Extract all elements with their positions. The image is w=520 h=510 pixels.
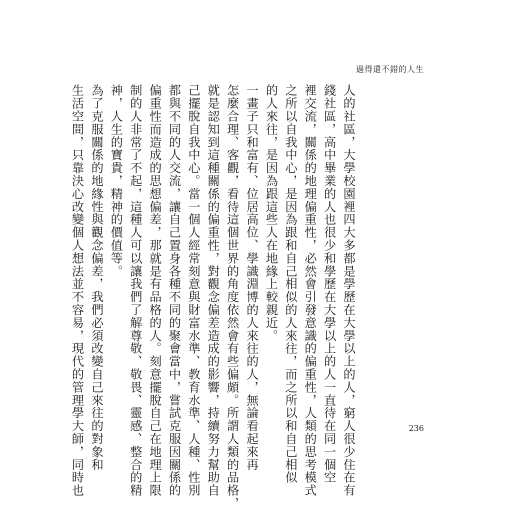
text-column: 錢社區，高中畢業的人也很少和學歷在大學以上的人一直待在同一個空 <box>322 84 337 484</box>
page-number: 236 <box>408 424 424 433</box>
text-column: 制的人非常了不起，這種人可以讓我們了解尊敬、敬畏、靈感、整合的精 <box>128 84 143 497</box>
text-column: 生活空間，只靠決心改變個人想法並不容易，現代的管理學大師，同時也 <box>70 84 85 497</box>
vertical-text-block <box>70 84 358 510</box>
text-column: 為了克服關係的地緣性與觀念偏差，我們必須改變自己來往的對象和 <box>89 84 104 471</box>
text-column: 就是認知到這種關係的偏重性，對觀念偏差造成的影響，持續努力幫助自 <box>206 84 221 497</box>
text-column: 己擺脫自我中心。當一個人經常刻意與財富水準、教育水準、人種、性別 <box>186 84 201 497</box>
text-column: 都與不同的人交流，讓自己置身各種不同的聚會當中，嘗試克服因關係的 <box>167 84 182 497</box>
text-column: 神，人生的寶貴，精神的價值等。 <box>109 84 124 278</box>
text-column: 之所以自我中心，是因為跟和自己相似的人來往，而之所以和自己相似 <box>283 84 298 484</box>
text-column: 裡交流，關係的地理偏重性，必然會引發意識的偏重性，人類的思考模式 <box>303 84 318 497</box>
text-column: 人的社區，大學校園裡四大多都是學歷在大學以上的人，窮人很少住在有 <box>342 84 356 497</box>
text-column: 的人來往，是因為跟這些人在地緣上較親近。 <box>264 84 279 342</box>
running-header: 過得還不錯的人生 <box>356 65 424 74</box>
text-column: 偏重性而造成的思想偏差，那就是有品格的人。刻意擺脫自己在地理上限 <box>148 84 163 497</box>
text-column: 怎麼合理、客觀，看待這個世界的角度依然會有些偏頗。所謂人類的品格， <box>225 84 240 510</box>
text-column: 一畫子只和富有、位居高位、學識淵博的人來往的人，無論看起來再 <box>245 84 260 471</box>
